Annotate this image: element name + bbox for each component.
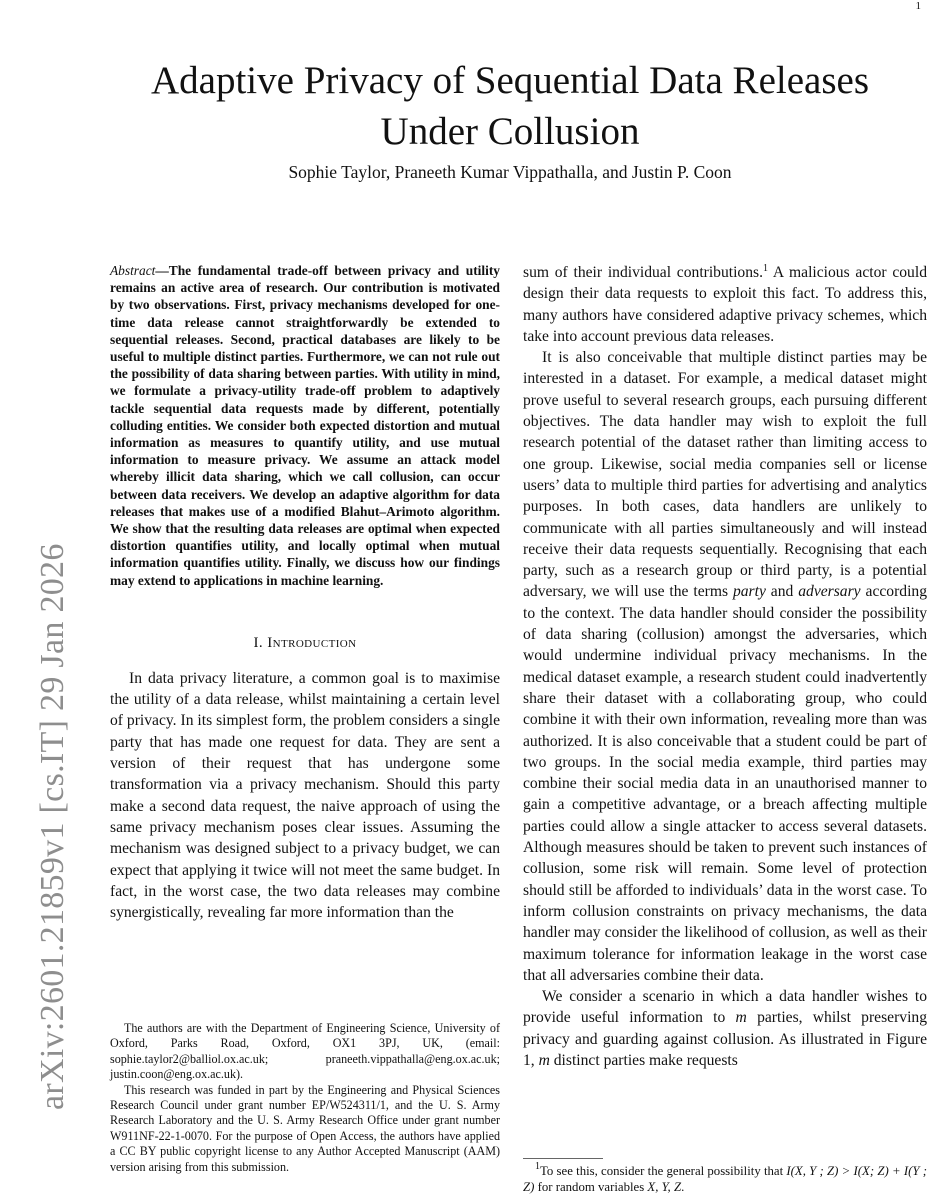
right-p1-text-b: A malicious actor could design their data requests to exploit this fact. To address this, many authors have considered adaptive privacy schemes, which take into account previous data releases. bbox=[523, 264, 927, 345]
abstract-label: Abstract bbox=[110, 263, 156, 278]
footnote-1 bbox=[523, 1163, 927, 1195]
right-p2-text-b: according to the context. The data handler should consider the possibility of data sharing (collusion) amongst the adversaries, which would undermine individual privacy mechanisms. In the medical dataset example, a research student could inadvertently share their dataset with a collaborating group, who could combine it with their own information, revealing more than was authorized. It is also conceivable that a student could be part of two groups. In the social media example, third parties may combine their social media data in an unauthorised manner to gain a competitive advantage, or a breach affecting multiple parties could allow a single attacker to access several datasets. Although measures should be taken to prevent such instances of collusion, some risk will remain. Some level of protection should still be afforded to individuals’ data in the worst case. To inform collusion constraints on privacy mechanisms, the data handler may consider the likelihood of collusion, as well as their maximum tolerance for information leakage in the worst case that all adversaries combine their data. bbox=[523, 583, 927, 984]
footnote-divider bbox=[523, 1158, 603, 1159]
right-paragraph-2 bbox=[523, 347, 927, 986]
page-number: 1 bbox=[915, 0, 921, 12]
right-column bbox=[523, 262, 927, 1071]
math-variables: X, Y, Z bbox=[647, 1180, 682, 1194]
author-list: Sophie Taylor, Praneeth Kumar Vippathalla, and Justin P. Coon bbox=[288, 162, 732, 182]
section-heading-introduction: I. Introduction bbox=[253, 634, 357, 651]
funding-footnote: This research was funded in part by the Engineering and Physical Sciences Research Council under grant number EP/W524311/1, and the U. S. Army Research Laboratory and the U. S. Army Research Office under grant number W911NF-22-1-0070. For the purpose of Open Access, the authors have applied a CC BY public copyright license to any Author Accepted Manuscript (AAM) version arising from this submission. bbox=[110, 1082, 500, 1174]
right-p3-text-a: We consider a scenario in which a data handler wishes to provide useful information to bbox=[523, 988, 927, 1027]
title-line-1: Adaptive Privacy of Sequential Data Releases bbox=[150, 59, 869, 102]
arxiv-stamp: arXiv:2601.21859v1 [cs.IT] 29 Jan 2026 bbox=[34, 543, 71, 1110]
abstract bbox=[110, 262, 500, 589]
right-p3-text-c: distinct parties make requests bbox=[549, 1051, 738, 1069]
title-line-2: Under Collusion bbox=[380, 110, 640, 153]
right-p1-text-a: sum of their individual contributions. bbox=[523, 264, 763, 281]
math-m: m bbox=[538, 1051, 550, 1069]
footnote-text-b: for random variables bbox=[534, 1180, 648, 1194]
term-party: party bbox=[732, 583, 766, 601]
math-inequality: I(X, Y ; Z) > I(X; Z) + I(Y ; Z) bbox=[523, 1164, 927, 1194]
author-footnotes bbox=[110, 1021, 500, 1175]
intro-paragraph: In data privacy literature, a common goal is to maximise the utility of a data release, whilst maintaining a certain level of privacy. In its simplest form, the problem considers a single party that has made one request for data. They are sent a version of their request that has undergone some transformation via a privacy mechanism. Should this party make a second data request, the naive approach of using the same privacy mechanism poses clear issues. Assuming the mechanism was designed subject to a privacy budget, we can expect that applying it twice will not meet the same budget. In fact, in the worst case, the two data releases may combine synergistically, revealing far more information than the bbox=[110, 669, 500, 922]
footnote-number: 1 bbox=[535, 1161, 540, 1172]
right-p3-text-b: parties, whilst preserving privacy and guarding against collusion. As illustrated in Figure 1, bbox=[523, 1009, 927, 1069]
abstract-text: —The fundamental trade-off between privacy and utility remains an active area of research. Our contribution is motivated by two observations. First, privacy mechanisms developed for one-time data release cannot straightforwardly be extended to sequential releases. Second, practical databases are likely to be useful to multiple distinct parties. Furthermore, we can not rule out the possibility of data sharing between parties. With utility in mind, we formulate a privacy-utility trade-off problem to adaptively tackle sequential data requests made by different, potentially colluding entities. We consider both expected distortion and mutual information as measures to quantify utility, and use mutual information to measure privacy. We assume an attack model whereby illicit data sharing, which we call collusion, can occur between data receivers. We develop an adaptive algorithm for data releases that makes use of a modified Blahut–Arimoto algorithm. We show that the resulting data releases are optimal when expected distortion quantifies utility, and locally optimal when mutual information quantifies utility. Finally, we discuss how our findings may extend to applications in machine learning. bbox=[110, 263, 500, 588]
right-p2-text-a: It is also conceivable that multiple distinct parties may be interested in a dataset. For example, a medical dataset might prove useful to several research groups, each pursuing different objectives. The data handler may wish to exploit the full research potential of the dataset rather than limiting access to one group. Likewise, social media companies sell or license users’ data to multiple third parties for advertising and analytics purposes. In both cases, data handlers are unlikely to communicate with all parties simultaneously and will instead receive their data requests sequentially. Recognising that each party, such as a research group or third party, is a potential adversary, we will use the terms bbox=[523, 349, 927, 601]
math-m: m bbox=[735, 1009, 747, 1027]
affiliation-footnote: The authors are with the Department of Engineering Science, University of Oxford, Parks Road, Oxford, OX1 3PJ, UK, (email: sophie.taylor2@balliol.ox.ac.uk; praneeth.vippathalla@eng.ox.ac.uk; justin.coon@eng.ox.ac.uk). bbox=[110, 1021, 500, 1082]
right-paragraph-1 bbox=[523, 262, 927, 347]
footnote-text-c: . bbox=[681, 1180, 685, 1194]
right-p2-and: and bbox=[765, 583, 799, 601]
footnote-marker[interactable]: 1 bbox=[763, 263, 768, 274]
term-adversary: adversary bbox=[798, 583, 861, 601]
right-paragraph-3 bbox=[523, 986, 927, 1071]
left-column bbox=[110, 262, 500, 923]
paper-title bbox=[60, 55, 927, 157]
footnote-text-a: To see this, consider the general possibility that bbox=[540, 1164, 787, 1178]
